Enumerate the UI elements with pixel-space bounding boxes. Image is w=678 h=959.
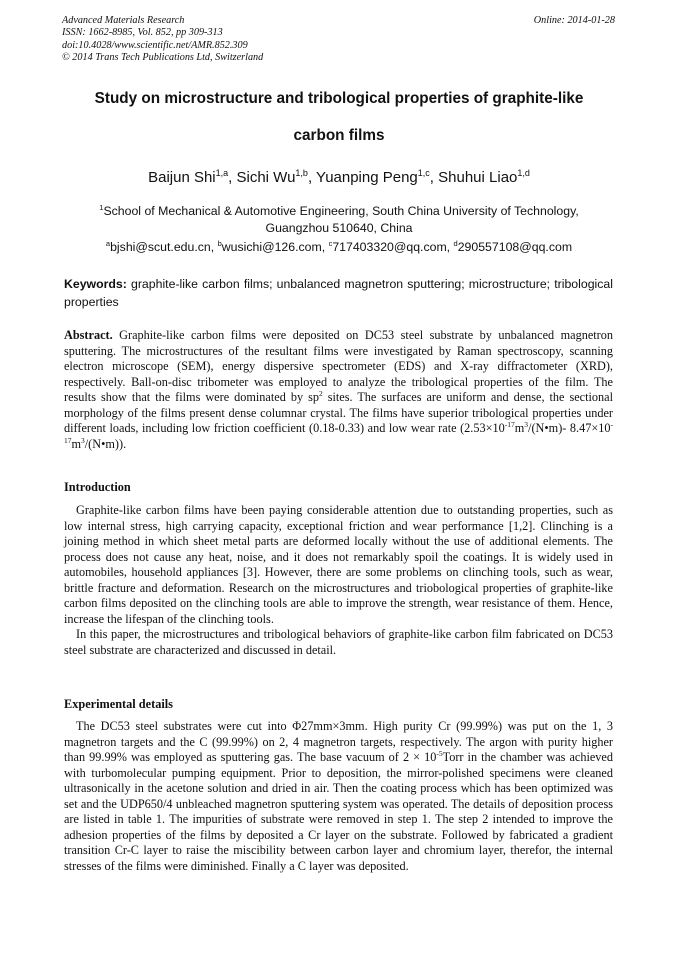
journal-name: Advanced Materials Research [62,15,185,26]
abstract-sup: 3 [81,435,85,445]
introduction-paragraph-1: Graphite-like carbon films have been paying considerable attention due to outstanding properties, such as low internal stress, high carrying capacity, exceptional friction and wear performance [1,2]. Clinching is a joining method in which sheet metal parts are deformed locally without the use of additional elements. The process does not cause any heat, noise, and it does not remarkably spoil the coatings. It is widely used in automobiles, household appliances [3]. However, there are some problems on clinching tools, such as wear, brittle fracture and deformation. Research on the microstructures and triobological properties of graphite-like carbon films deposited on the clinching tools are able to improve the strength, wear resistance of them. Hence, increase the lifespan of the clinching tools. [64,503,613,626]
email-address[interactable]: 290557108@qq.com [457,240,573,254]
issn-line: ISSN: 1662-8985, Vol. 852, pp 309-313 [62,27,223,39]
keywords-label: Keywords: [64,277,127,291]
author-sup: 1,a [215,168,229,178]
abstract-text: /(N•m)- 8.47×10 [528,421,611,435]
affiliation-line-1 [40,203,638,218]
journal-header [62,15,263,64]
author-sep: , [307,169,317,186]
author-sup: 1,c [417,168,430,178]
affiliation-sup: 1 [99,203,104,212]
affiliation-line-2: Guangzhou 510640, China [265,221,413,235]
email-address[interactable]: 717403320@qq.com, [332,240,454,254]
author-name: Sichi Wu [236,169,296,186]
copyright-line: © 2014 Trans Tech Publications Ltd, Switzerland [62,51,264,63]
abstract-text: Graphite-like carbon films were deposited on DC53 steel substrate by unbalanced magnetron sputtering. The microstructures of the resultant films were investigated by Raman spectroscopy, scanning electron microscope (SEM), energy dispersive spectrometer (EDS) and X-ray diffractometer (XRD), respectively. Ball-on-disc tribometer was employed to analyze the tribological properties of the film. The results show that the films were dominated by sp [64,328,614,404]
email-sup: a [105,239,111,248]
author-list [40,168,638,186]
abstract-text: m [514,421,525,435]
affiliation-text: School of Mechanical & Automotive Engineering, South China University of Technology, [103,204,579,218]
email-sup: b [217,239,222,248]
abstract-sup: 3 [524,420,529,429]
email-sup: c [328,239,333,248]
abstract-sup: -17 [504,420,515,429]
introduction-paragraph-2: In this paper, the microstructures and tribological behaviors of graphite-like carbon film fabricated on DC53 steel substrate are characterized and discussed in detail. [64,627,613,657]
author-name: Baijun Shi [148,169,216,186]
online-date: Online: 2014-01-28 [533,15,615,26]
keywords-text: graphite-like carbon films; unbalanced magnetron sputtering; microstructure; tribological properties [64,277,613,309]
email-address[interactable]: bjshi@scut.edu.cn, [110,240,218,254]
abstract-text: sites. The surfaces are uniform and dense, the sectional morphology of the films present dense columnar crystal. The films have superior tribological properties under different loads, including low friction coefficient (0.18-0.33) and low wear rate (2.53×10 [64,390,614,435]
experimental-sup: -5 [436,749,443,758]
author-sep: , [228,169,237,186]
introduction-body [64,503,613,658]
author-sep: , [429,169,439,186]
experimental-body [64,719,613,874]
keywords [64,275,613,311]
email-address[interactable]: wusichi@126.com, [221,240,329,254]
email-sup: d [453,239,458,248]
section-heading-introduction: Introduction [64,480,131,494]
section-heading-experimental: Experimental details [64,697,173,711]
experimental-text: Torr in the chamber was achieved with turbomolecular pumping equipment. Prior to deposition, the mirror-polished specimens were cleaned ultrasonically in the acetone solution and dried in air. Then the coating process which has been optimized was set and the UDP650/4 unbleached magnetron sputtering system was operated. The details of deposition process are listed in table 1. The impurities of substrate were removed in step 1. The step 2 intended to improve the adhesion properties of the films by deposited a Cr layer on the substrate. Followed by fabricated a gradient transition Cr-C layer to raise the miscibility between carbon layer and chromium layer, therefor, the internal stresses of the films were diminished. Finally a C layer was deposited. [64,750,613,873]
paper-title-line-1: Study on microstructure and tribological properties of graphite-like [94,90,584,107]
author-name: Shuhui Liao [438,169,518,186]
abstract [64,328,613,452]
abstract-sup: 2 [318,389,323,398]
doi-line: doi:10.4028/www.scientific.net/AMR.852.309 [62,39,248,51]
author-emails [40,239,638,254]
abstract-sup: -17 [64,420,613,445]
abstract-text: m [71,436,82,451]
abstract-text: /(N•m)). [84,436,127,451]
experimental-text: The DC53 steel substrates were cut into Φ27mm×3mm. High purity Cr (99.99%) was put on the 1, 3 magnetron targets and the C (99.99%) on 2, 4 magnetron targets, respectively. The argon with purity higher than 99.99% was employed as sputtering gas. The base vacuum of 2 × 10 [64,719,613,764]
abstract-label: Abstract. [64,328,113,342]
author-sup: 1,b [295,168,308,178]
experimental-paragraph [64,719,613,874]
author-name: Yuanping Peng [316,169,418,186]
paper-title-line-2: carbon films [293,127,385,144]
author-sup: 1,d [517,168,530,178]
